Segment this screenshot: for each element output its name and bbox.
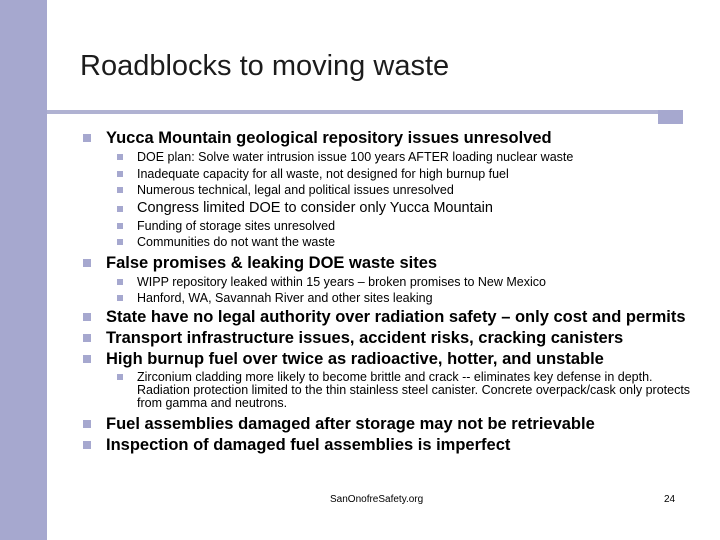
square-bullet-icon (83, 420, 91, 428)
sub-bullet-text: Numerous technical, legal and political issues unresolved (137, 183, 454, 197)
bullet-item (80, 128, 700, 149)
bullet-item (80, 253, 700, 274)
divider-end-block (658, 110, 683, 124)
square-bullet-icon (117, 171, 123, 177)
sub-bullet-item (80, 199, 700, 218)
square-bullet-icon (117, 295, 123, 301)
sub-bullet-item (80, 218, 700, 235)
sub-bullet-item (80, 370, 700, 414)
sub-bullet-text: WIPP repository leaked within 15 years – broken promises to New Mexico (137, 274, 546, 289)
square-bullet-icon (83, 313, 91, 321)
bullet-text: Inspection of damaged fuel assemblies is imperfect (106, 435, 511, 454)
bullet-list (80, 128, 700, 456)
square-bullet-icon (117, 154, 123, 160)
sub-bullet-text: Inadequate capacity for all waste, not designed for high burnup fuel (137, 166, 509, 181)
bullet-text: Yucca Mountain geological repository issues unresolved (106, 129, 552, 147)
page-number: 24 (664, 494, 676, 505)
square-bullet-icon (117, 374, 123, 380)
bullet-text: Fuel assemblies damaged after storage may not be retrievable (106, 414, 595, 433)
sub-bullet-item (80, 274, 700, 291)
sub-bullet-text: Zirconium cladding more likely to become brittle and crack -- eliminates key defense in depth. Radiation protection limited to the thin stainless steel canister. Concrete overpack/cask only protects from gamma and neutrons. (137, 369, 691, 410)
sub-bullet-item (80, 149, 700, 166)
bullet-item (80, 435, 700, 456)
square-bullet-icon (117, 223, 123, 229)
bullet-item (80, 328, 700, 349)
bullet-text: State have no legal authority over radiation safety – only cost and permits (106, 307, 686, 326)
square-bullet-icon (83, 355, 91, 363)
square-bullet-icon (117, 279, 123, 285)
sub-bullet-item (80, 166, 700, 183)
sub-bullet-item (80, 290, 700, 307)
square-bullet-icon (83, 259, 91, 267)
sub-bullet-item (80, 182, 700, 199)
sub-bullet-text: DOE plan: Solve water intrusion issue 100 years AFTER loading nuclear waste (137, 150, 574, 164)
sub-bullet-text: Congress limited DOE to consider only Yucca Mountain (137, 199, 493, 216)
title-divider (47, 110, 683, 114)
bullet-item (80, 307, 700, 328)
footer-source: SanOnofreSafety.org (330, 494, 424, 505)
bullet-text: Transport infrastructure issues, accident risks, cracking canisters (106, 328, 624, 347)
sub-bullet-text: Communities do not want the waste (137, 235, 336, 249)
sub-bullet-item (80, 234, 700, 251)
bullet-item (80, 414, 700, 435)
square-bullet-icon (83, 334, 91, 342)
square-bullet-icon (117, 187, 123, 193)
square-bullet-icon (117, 206, 123, 212)
bullet-item (80, 349, 700, 370)
sub-bullet-text: Funding of storage sites unresolved (137, 218, 336, 233)
left-accent-bar (0, 0, 47, 540)
sub-bullet-text: Hanford, WA, Savannah River and other sites leaking (137, 291, 433, 305)
bullet-text: False promises & leaking DOE waste sites (106, 253, 438, 272)
square-bullet-icon (83, 441, 91, 449)
bullet-text: High burnup fuel over twice as radioactive, hotter, and unstable (106, 349, 604, 368)
slide-title: Roadblocks to moving waste (80, 50, 450, 82)
square-bullet-icon (83, 134, 91, 142)
square-bullet-icon (117, 239, 123, 245)
